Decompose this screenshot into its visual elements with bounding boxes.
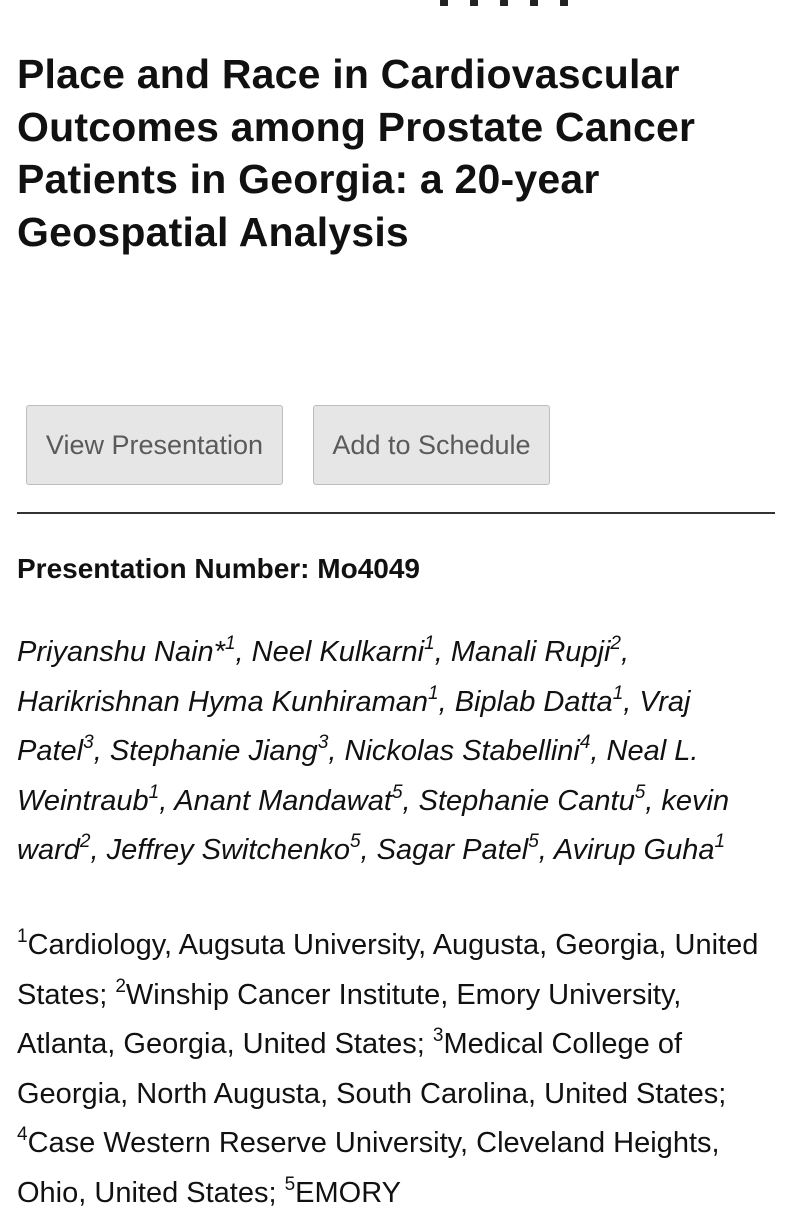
- affiliation-text: Case Western Reserve University, Cleveland Heights, Ohio, United States;: [17, 1127, 720, 1209]
- author-name: Priyanshu Nain*: [17, 636, 225, 668]
- affiliation-list: [17, 921, 777, 1218]
- author-affiliation-number: 2: [610, 633, 621, 654]
- author-name: Neal L. Weintraub: [17, 735, 699, 817]
- author-name: Manali Rupji: [450, 636, 611, 668]
- author-affiliation-number: 3: [83, 732, 94, 753]
- author-affiliation-number: 5: [349, 831, 361, 852]
- author-affiliation-number: 1: [148, 781, 160, 803]
- affiliation-number: 2: [115, 975, 126, 997]
- author-name: Avirup Guha: [553, 834, 715, 866]
- author-name: Stephanie Jiang: [109, 735, 318, 767]
- author-name: Vraj Patel: [17, 685, 691, 767]
- author-name: Biplab Datta: [454, 685, 613, 718]
- author-affiliation-number: 1: [612, 682, 624, 704]
- author-affiliation-number: 5: [634, 781, 646, 803]
- author-name: Anant Mandawat: [174, 784, 392, 817]
- author-name: Harikrishnan Hyma Kunhiraman: [17, 685, 428, 718]
- author-affiliation-number: 2: [79, 831, 91, 852]
- author-affiliation-number: 1: [224, 633, 236, 654]
- affiliation-text: Cardiology, Augsuta University, Augusta, Georgia, United States;: [17, 929, 759, 1011]
- author-name: Nickolas Stabellini: [344, 735, 580, 767]
- cropped-text-remnant: [440, 0, 600, 6]
- abstract-title: Place and Race in Cardiovascular Outcomes among Prostate Cancer Patients in Georgia: a 20-year Geospatial Analysis: [17, 51, 696, 255]
- author-name: kevin ward: [17, 784, 730, 866]
- author-affiliation-number: 5: [528, 831, 539, 852]
- author-name: Stephanie Cantu: [418, 784, 635, 817]
- affiliation-number: 4: [17, 1124, 28, 1145]
- author-name: Neel Kulkarni: [251, 636, 425, 668]
- affiliation-text: EMORY: [295, 1176, 401, 1209]
- author-affiliation-number: 4: [579, 732, 591, 753]
- author-affiliation-number: 1: [428, 682, 439, 704]
- author-name: Sagar Patel: [376, 834, 529, 866]
- presentation-number: Presentation Number: Mo4049: [17, 553, 420, 584]
- section-divider: [17, 512, 775, 514]
- view-presentation-button[interactable]: View Presentation: [26, 405, 283, 485]
- affiliation-text: Medical College of Georgia, North Augusta, South Carolina, United States;: [17, 1028, 727, 1110]
- author-affiliation-number: 5: [391, 781, 403, 803]
- author-affiliation-number: 1: [714, 831, 726, 852]
- author-name: Jeffrey Switchenko: [106, 834, 350, 866]
- affiliation-number: 5: [284, 1173, 296, 1195]
- author-affiliation-number: 3: [317, 732, 329, 753]
- author-affiliation-number: 1: [424, 633, 435, 654]
- affiliation-number: 1: [17, 926, 28, 947]
- add-to-schedule-button[interactable]: Add to Schedule: [313, 405, 550, 485]
- affiliation-text: Winship Cancer Institute, Emory University, Atlanta, Georgia, United States;: [17, 978, 682, 1060]
- author-list: Priyanshu Nain*$^1$, Neel Kulkarni$^1$, Manali Rupji$^2$, Harikrishnan Hyma Kunhiraman$^1$, Biplab Datta$^1$, Vraj Patel$^3$, Stephanie Jiang$^3$, Nickolas Stabellini$^4$, Neal L. Weintraub$^1$, Anant Mandawat$^5$, Stephanie Cantu$^5$, kevin ward$^2$, Jeffrey Switchenko$^5$, Sagar Patel$^5$, Avirup Guha$^1$: [17, 633, 730, 866]
- affiliation-number: 3: [432, 1025, 444, 1046]
